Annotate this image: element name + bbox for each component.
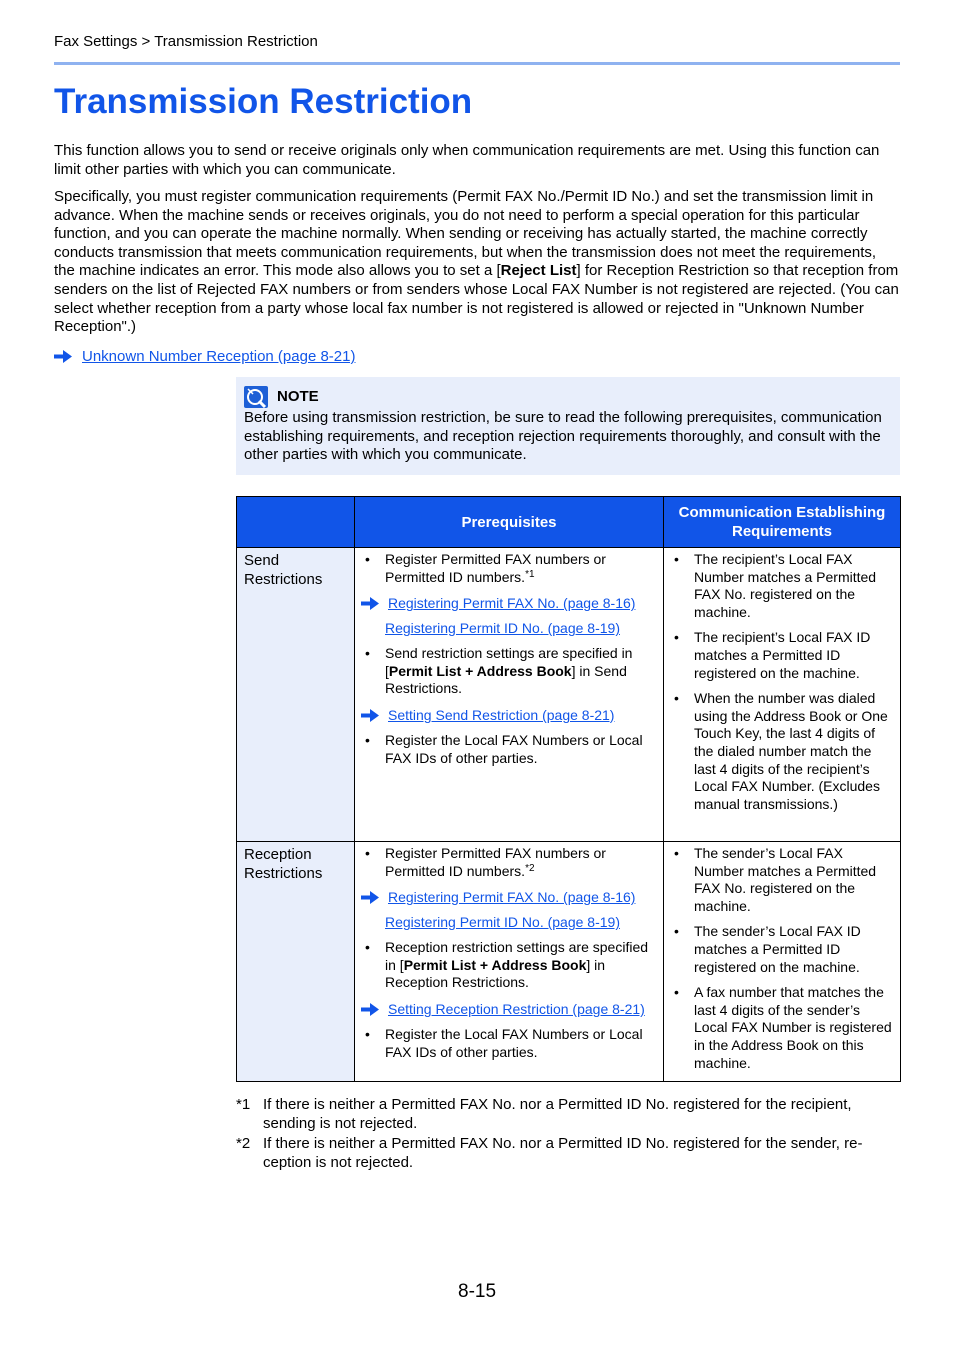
intro-paragraph-2: Specifically, you must register communication requirements (Permit FAX No./Permit ID No.) and set the transmission limit in advance. When the machine sends or receives originals, you do not need to perform a special operation for this particular function, and you can operate the machine normally. When sending or receiving has actually started, the machine correctly conducts transmission that meets communication requirements, but when the transmission does not meet the requirements, the machine indicates an error. This mode also allows you to set a [Reject List] for Reception Restriction so that reception from senders on the list of Rejected FAX numbers or from senders whose Local FAX Number is not registered are rejected. (You can select whether reception from a party whose local fax number is not registered is allowed or rejected in "Unknown Number Reception".) xyxy=(54,188,899,336)
list-item: • Register the Local FAX Numbers or Local FAX IDs of other parties. xyxy=(365,731,643,766)
send-restrictions-label: Send Restrictions xyxy=(237,548,355,842)
list-item: • A fax number that matches the last 4 digits of the sender’s Local FAX Number is registered in the Address Book on this machine. xyxy=(674,984,892,1071)
requirements-table xyxy=(236,496,901,1082)
note-box xyxy=(236,377,900,475)
table-header-row xyxy=(237,497,901,548)
list-item: • Register Permitted FAX numbers or Permitted ID numbers.$^{*1}$ xyxy=(365,551,606,585)
send-requirements-cell xyxy=(664,548,901,842)
list-item: • The recipient’s Local FAX ID matches a Permitted ID registered on the machine. xyxy=(674,629,871,681)
arrow-right-icon xyxy=(361,709,379,722)
registering-permit-fax-link[interactable]: Registering Permit FAX No. (page 8-16) xyxy=(388,889,636,906)
note-icon xyxy=(244,386,268,408)
table-row xyxy=(237,548,901,842)
reception-requirements-cell xyxy=(664,842,901,1082)
registering-permit-fax-link[interactable]: Registering Permit FAX No. (page 8-16) xyxy=(388,595,636,612)
page-number: 8-15 xyxy=(458,1281,497,1302)
reception-restrictions-label: Reception Restrictions xyxy=(237,842,355,1082)
list-item: • When the number was dialed using the Address Book or One Touch Key, the last 4 digits of the dialed number match the last 4 digits of the recipient’s Local FAX Number. (Excludes manual transmissions.) xyxy=(674,690,888,812)
arrow-right-icon xyxy=(54,350,72,363)
arrow-right-icon xyxy=(361,597,379,610)
arrow-right-icon xyxy=(361,891,379,904)
reception-prerequisites-cell xyxy=(355,842,664,1082)
list-item: • Register the Local FAX Numbers or Local FAX IDs of other parties. xyxy=(365,1025,643,1060)
setting-send-restriction-link[interactable]: Setting Send Restriction (page 8-21) xyxy=(388,706,615,723)
arrow-right-icon xyxy=(361,1003,379,1016)
note-text: Before using transmission restriction, be sure to read the following prerequisites, communication establishing requirements, and reception rejection requirements thoroughly, and consult with the other parties with which you communicate. xyxy=(244,409,882,464)
table-header-prerequisites: Prerequisites xyxy=(355,497,664,548)
list-item: • Register Permitted FAX numbers or Permitted ID numbers.$^{*2}$ xyxy=(365,845,606,879)
setting-reception-restriction-link[interactable]: Setting Reception Restriction (page 8-21) xyxy=(388,1000,645,1017)
send-prerequisites-cell xyxy=(355,548,664,842)
table-row xyxy=(237,842,901,1082)
breadcrumb: Fax Settings > Transmission Restriction xyxy=(54,33,318,50)
footnote-2: *2 If there is neither a Permitted FAX No. nor a Permitted ID No. registered for the sender, re-ception is not rejected. xyxy=(236,1135,863,1171)
reject-list-term: Reject List xyxy=(500,262,577,280)
note-label: NOTE xyxy=(277,388,319,405)
page-title: Transmission Restriction xyxy=(54,82,473,121)
header-divider xyxy=(54,62,900,65)
footnote-1: *1 If there is neither a Permitted FAX No. nor a Permitted ID No. registered for the recipient, sending is not rejected. xyxy=(236,1096,852,1132)
list-item: • Reception restriction settings are specified in [Permit List + Address Book] in Reception Restrictions. xyxy=(365,939,649,991)
list-item: • The recipient’s Local FAX Number matches a Permitted FAX No. registered on the machine. xyxy=(674,551,877,620)
unknown-number-link-row xyxy=(54,348,355,365)
unknown-number-reception-link[interactable]: Unknown Number Reception (page 8-21) xyxy=(82,348,356,365)
intro-paragraph-1: This function allows you to send or receive originals only when communication requirements are met. Using this function can limit other parties with which you can communicate. xyxy=(54,142,880,178)
list-item: • The sender’s Local FAX Number matches a Permitted FAX No. registered on the machine. xyxy=(674,845,877,914)
registering-permit-id-link[interactable]: Registering Permit ID No. (page 8-19) xyxy=(385,914,620,931)
list-item: • The sender’s Local FAX ID matches a Permitted ID registered on the machine. xyxy=(674,923,861,975)
list-item: • Send restriction settings are specified in [Permit List + Address Book] in Send Restrictions. xyxy=(365,645,633,697)
table-header-blank xyxy=(237,497,355,548)
registering-permit-id-link[interactable]: Registering Permit ID No. (page 8-19) xyxy=(385,620,620,637)
table-header-communication-requirements: Communication Establishing Requirements xyxy=(664,497,901,548)
